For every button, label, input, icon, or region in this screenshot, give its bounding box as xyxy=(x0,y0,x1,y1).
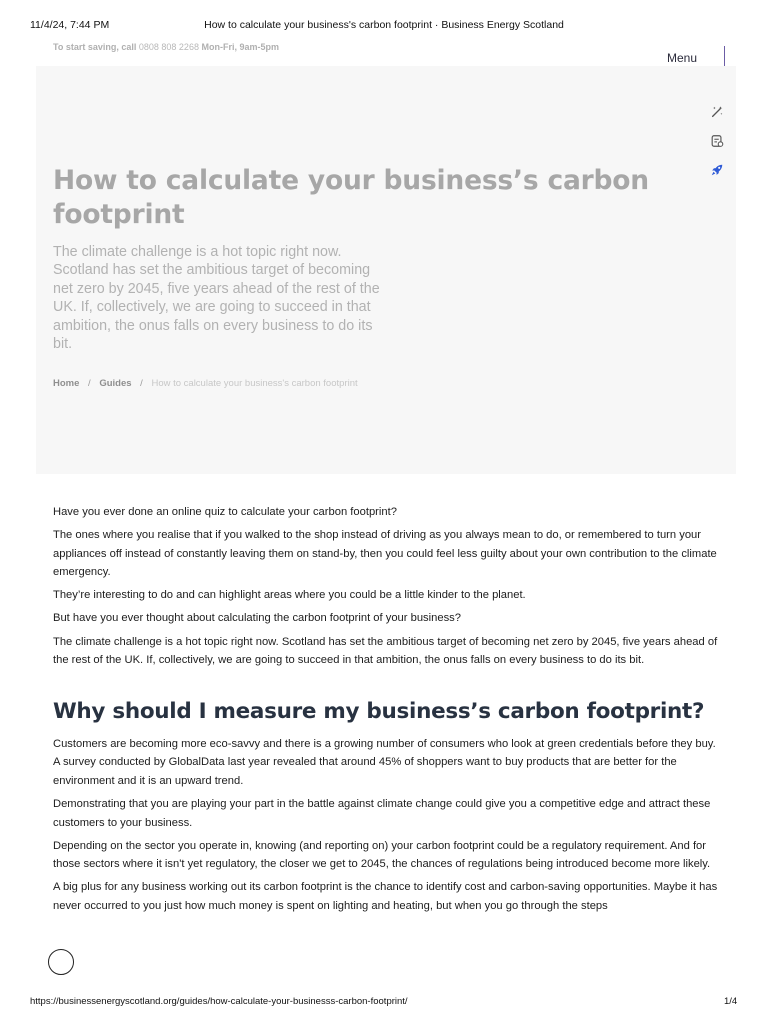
article-paragraph: Have you ever done an online quiz to calculate your carbon footprint? xyxy=(53,506,397,518)
page-title: How to calculate your business’s carbon footprint xyxy=(53,165,649,230)
breadcrumb-guides-link[interactable]: Guides xyxy=(99,378,132,389)
article-paragraph: The ones where you realise that if you walked to the shop instead of driving as you always mean to do, or remembered to turn your appliances off instead of constantly leaving them on stand-by, then you could feel less guilty about your own contribution to the climate emergency. xyxy=(53,529,717,579)
print-header xyxy=(0,0,768,40)
breadcrumb-separator: / xyxy=(140,378,143,389)
article-paragraph: Depending on the sector you operate in, knowing (and reporting on) your carbon footprint could be a regulatory requirement. And for those sectors where it isn't yet regulatory, the closer we get to 2045, the chances of regulations being introduced become more likely. xyxy=(53,839,711,871)
contact-hours: Mon-Fri, 9am-5pm xyxy=(201,42,279,52)
article-paragraph: The climate challenge is a hot topic right now. Scotland has set the ambitious target of becoming net zero by 2045, five years ahead of the rest of the UK. If, collectively, we are going to succeed in that ambition, the onus falls on every business to do its bit. xyxy=(53,635,718,667)
magic-wand-button[interactable] xyxy=(703,98,731,126)
readability-icon xyxy=(710,134,724,148)
contact-prefix: To start saving, call xyxy=(53,42,137,52)
contact-phone-link[interactable]: 0808 808 2268 xyxy=(138,42,199,52)
article-paragraph: But have you ever thought about calculating the carbon footprint of your business? xyxy=(53,612,461,625)
mouse-cursor-indicator xyxy=(48,949,74,975)
article-paragraph: Customers are becoming more eco-savvy and there is a growing number of consumers who look at green credentials before they buy. A survey conducted by GlobalData last year revealed that around 45% of shoppers want to buy products that are better for the environment and it is an upward trend. xyxy=(53,737,716,787)
section-heading: Why should I measure my business’s carbon footprint? xyxy=(53,698,705,724)
print-page-number: 1/4 xyxy=(724,996,738,1007)
print-url: https://businessenergyscotland.org/guides/how-calculate-your-businesss-carbon-footprint/ xyxy=(30,996,408,1007)
menu-button[interactable]: Menu xyxy=(659,46,725,71)
breadcrumb-home-link[interactable]: Home xyxy=(53,378,80,389)
hero-intro: The climate challenge is a hot topic right now. Scotland has set the ambitious target of becoming net zero by 2045, five years ahead of the rest of the UK. If, collectively, we are going to succeed in that ambition, the onus falls on every business to do its bit. xyxy=(53,244,380,353)
article-body xyxy=(53,503,723,920)
contact-bar xyxy=(53,42,279,52)
print-footer xyxy=(0,993,768,1013)
breadcrumb xyxy=(53,378,358,389)
article-paragraph: They’re interesting to do and can highlight areas where you could be a little kinder to the planet. xyxy=(53,589,526,602)
breadcrumb-separator: / xyxy=(88,378,91,389)
accessibility-toolbar xyxy=(703,98,731,185)
print-page-title: How to calculate your business's carbon footprint · Business Energy Scotland xyxy=(204,19,564,31)
rocket-button[interactable] xyxy=(703,156,731,184)
readability-button[interactable] xyxy=(703,127,731,155)
article-paragraph: Demonstrating that you are playing your part in the battle against climate change could give you a competitive edge and attract these customers to your business. xyxy=(53,798,711,829)
rocket-icon xyxy=(710,163,724,177)
breadcrumb-current: How to calculate your business's carbon footprint xyxy=(151,378,358,389)
print-datetime: 11/4/24, 7:44 PM xyxy=(30,19,110,31)
article-paragraph: A big plus for any business working out its carbon footprint is the chance to identify cost and carbon-saving opportunities. Maybe it has never occurred to you just how much money is spent on lighting and heating, but when you go through the steps xyxy=(53,881,718,912)
magic-wand-icon xyxy=(710,105,724,119)
